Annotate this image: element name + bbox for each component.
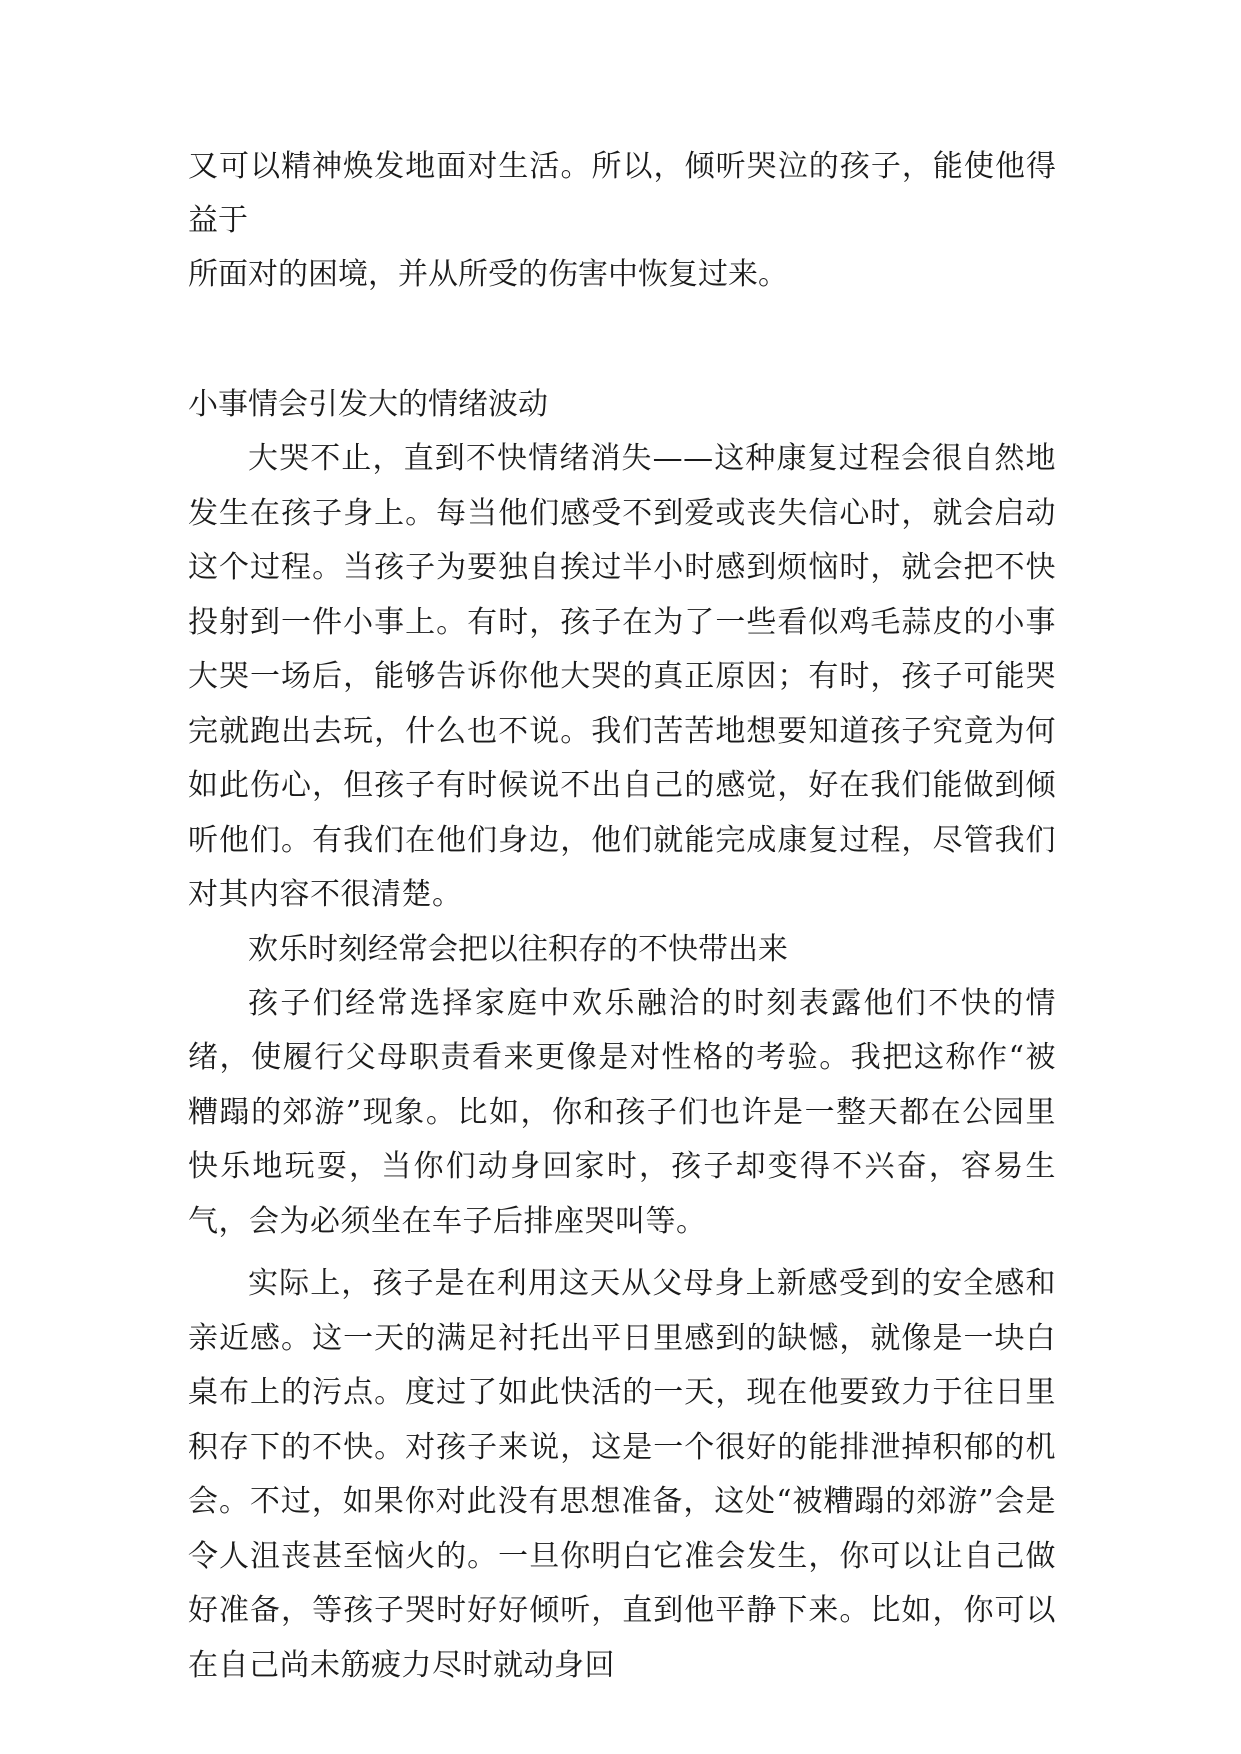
- intro-line-2: 所面对的困境，并从所受的伤害中恢复过来。: [188, 257, 788, 292]
- intro-line-1: 又可以精神焕发地面对生活。所以，倾听哭泣的孩子，能使他得益于: [188, 149, 1056, 238]
- paragraph-3: 实际上，孩子是在利用这天从父母身上新感受到的安全感和亲近感。这一天的满足衬托出平日里感到的缺憾，就像是一块白桌布上的污点。度过了如此快活的一天，现在他要致力于往日里积存下的不快。对孩子来说，这是一个很好的能排泄掉积郁的机会。不过，如果你对此没有思想准备，这处“被糟蹋的郊游”会是令人沮丧甚至恼火的。一旦你明白它准会发生，你可以让自己做好准备，等孩子哭时好好倾听，直到他平静下来。比如，你可以在自己尚未筋疲力尽时就动身回: [188, 1266, 1056, 1683]
- subheading: 欢乐时刻经常会把以往积存的不快带出来: [248, 931, 788, 967]
- paragraph-2: 孩子们经常选择家庭中欢乐融洽的时刻表露他们不快的情绪，使履行父母职责看来更像是对性格的考验。我把这称作“被糟蹋的郊游”现象。比如，你和孩子们也许是一整天都在公园里快乐地玩耍，当你们动身回家时，孩子却变得不兴奋，容易生气，会为必须坐在车子后排座哭叫等。: [188, 985, 1056, 1239]
- section-title: 小事情会引发大的情绪波动: [188, 387, 548, 422]
- document-body: [188, 140, 1056, 1693]
- paragraph-1: 大哭不止，直到不快情绪消失——这种康复过程会很自然地发生在孩子身上。每当他们感受不到爱或丧失信心时，就会启动这个过程。当孩子为要独自挨过半小时感到烦恼时，就会把不快投射到一件小事上。有时，孩子在为了一些看似鸡毛蒜皮的小事大哭一场后，能够告诉你他大哭的真正原因；有时，孩子可能哭完就跑出去玩，什么也不说。我们苦苦地想要知道孩子究竟为何如此伤心，但孩子有时候说不出自己的感觉，好在我们能做到倾听他们。有我们在他们身边，他们就能完成康复过程，尽管我们对其内容不很清楚。: [188, 441, 1056, 912]
